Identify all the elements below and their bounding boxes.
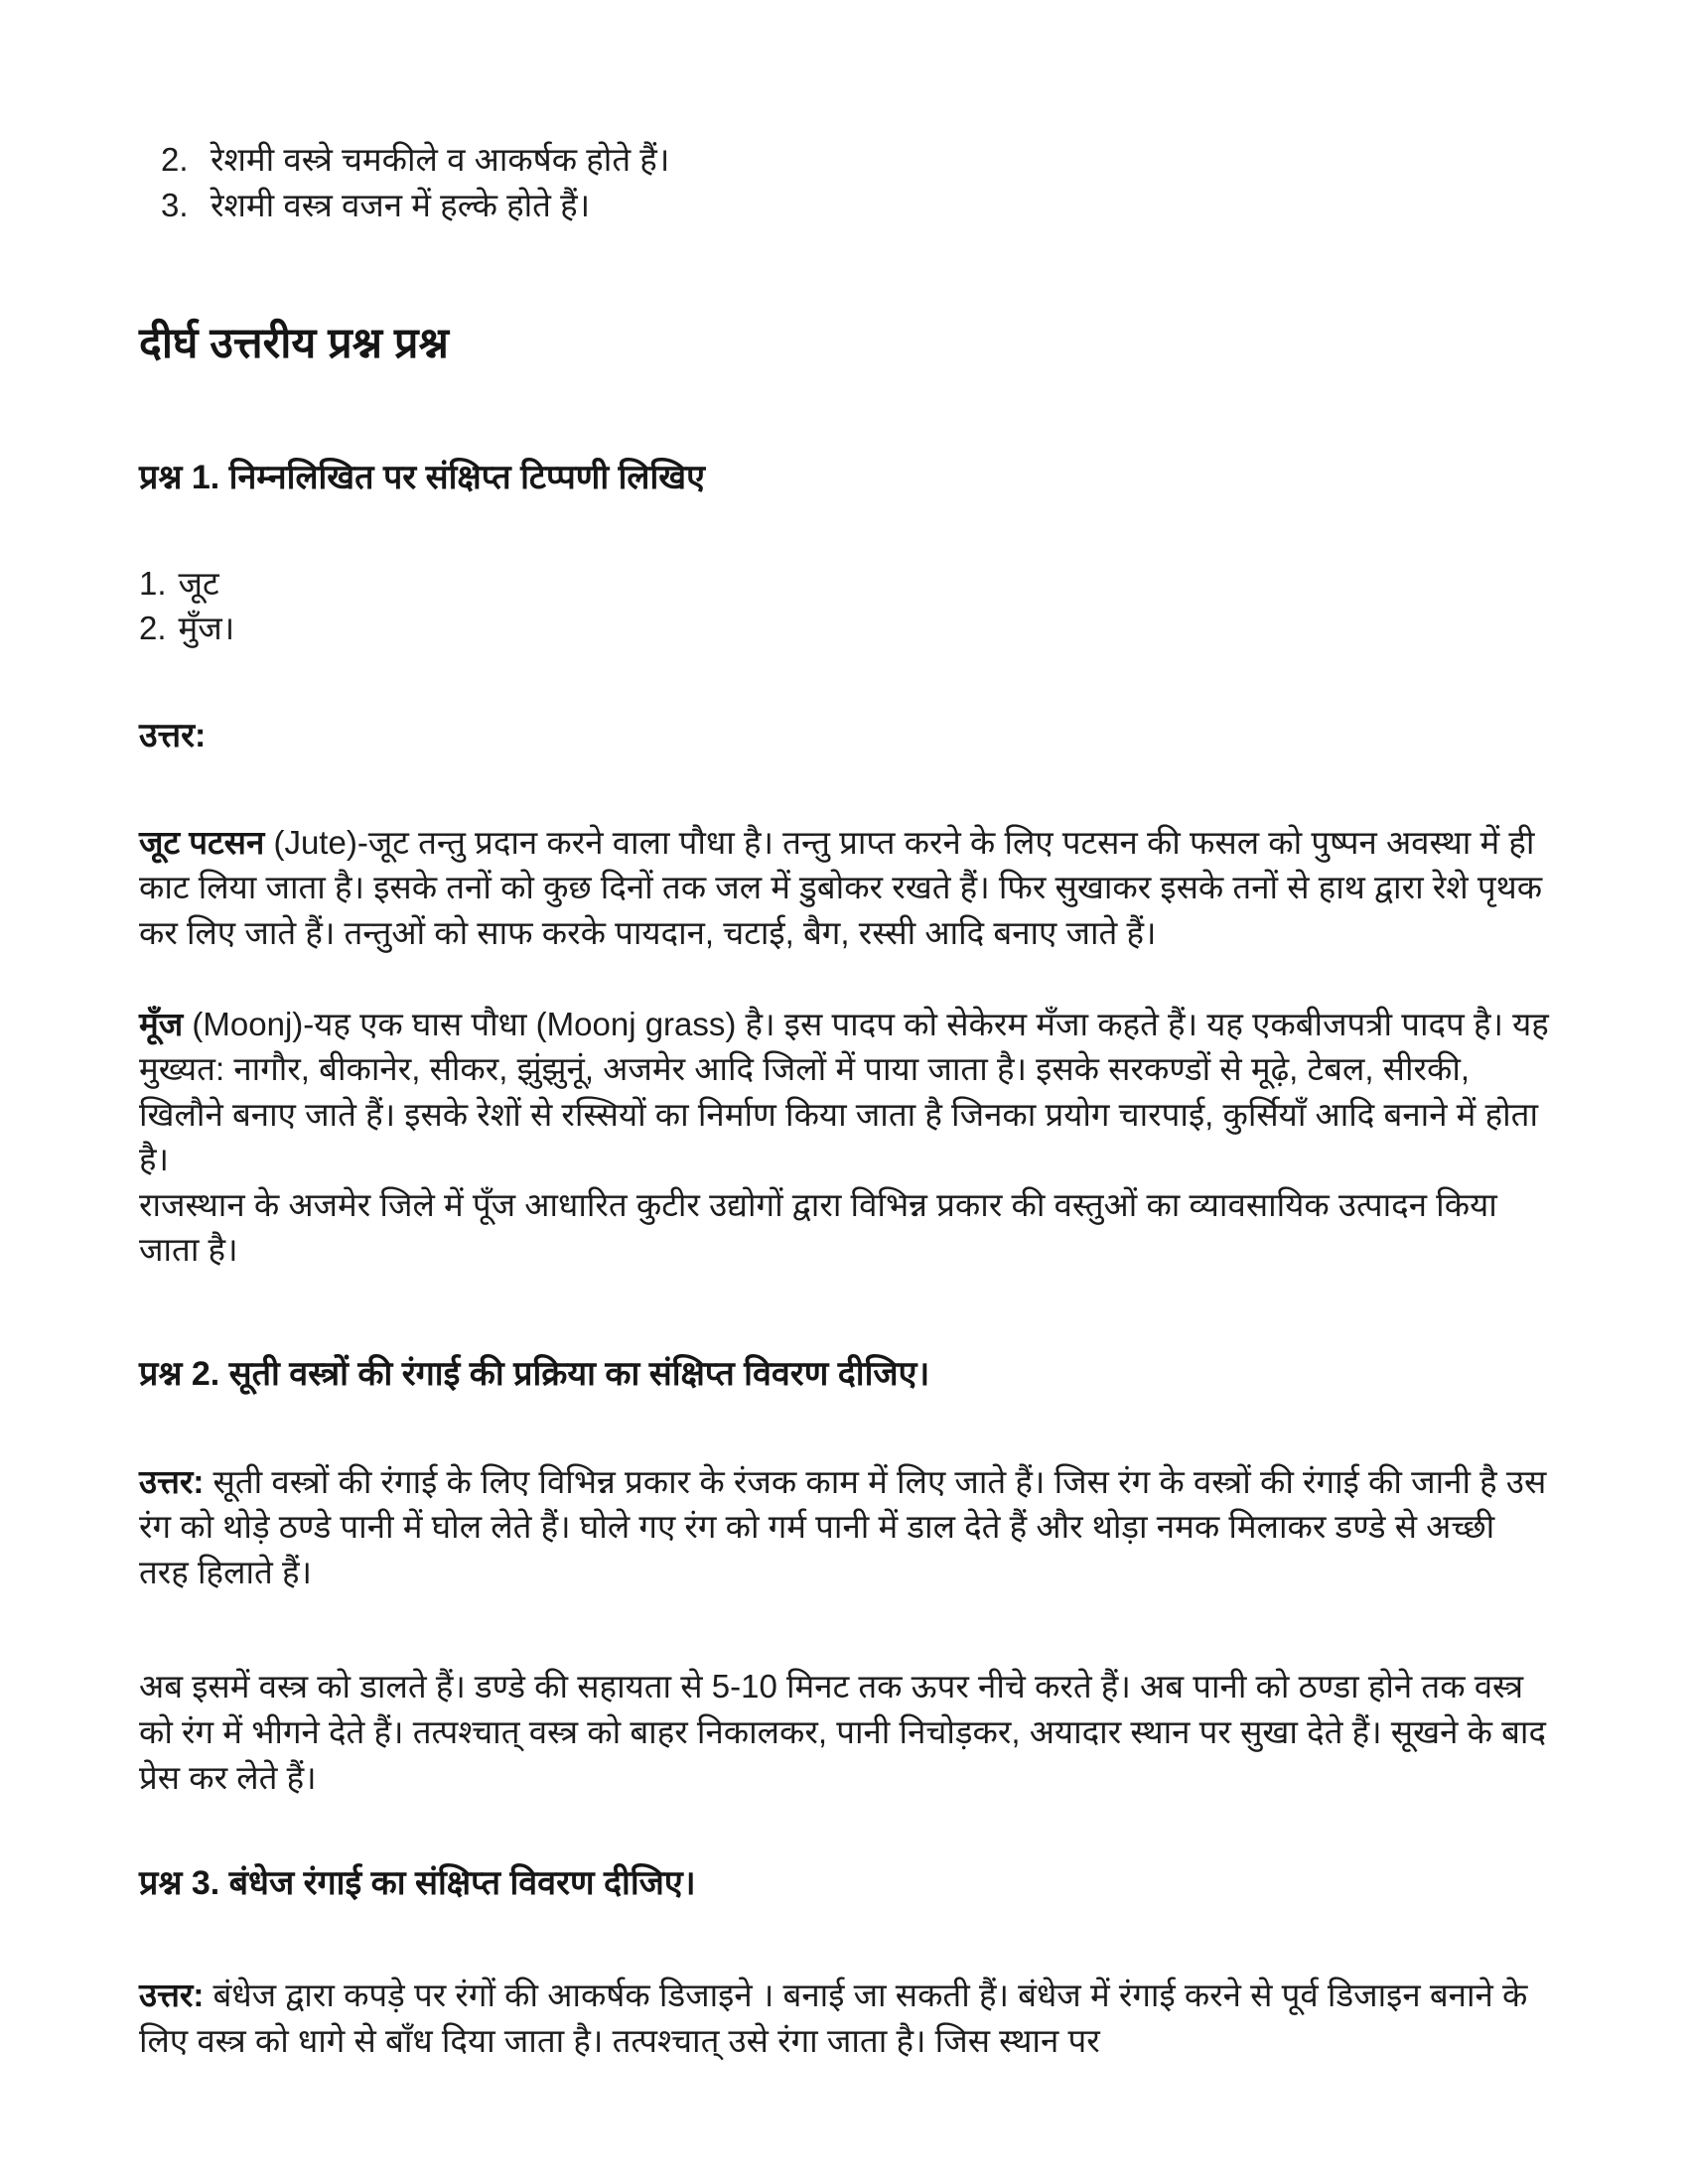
list-item-number: 3.	[161, 186, 189, 223]
answer-label: उत्तर:	[139, 716, 207, 754]
list-item-text: जूट	[178, 564, 219, 602]
list-item-number: 1.	[139, 564, 167, 602]
list-item-text: मुँज।	[178, 610, 235, 647]
list-item-number: 2.	[139, 610, 167, 647]
question-1-heading: प्रश्न 1. निम्नलिखित पर संक्षिप्त टिप्पणी लिखिए	[139, 458, 705, 496]
question-1-topic-list	[139, 561, 1549, 651]
question-3-answer-paragraph	[139, 1973, 1549, 2063]
question-2-heading: प्रश्न 2. सूती वस्त्रों की रंगाई की प्रक्रिया का संक्षिप्त विवरण दीजिए।	[139, 1354, 930, 1393]
answer-text: बंधेज द्वारा कपड़े पर रंगों की आकर्षक डिजाइने । बनाई जा सकती हैं। बंधेज में रंगाई करने से पूर्व डिजाइन बनाने के लिए वस्त्र को धागे से बाँध दिया जाता है। तत्पश्चात् उसे रंगा जाता है। जिस स्थान पर	[139, 1977, 1528, 2059]
question-3-heading: प्रश्न 3. बंधेज रंगाई का संक्षिप्त विवरण दीजिए।	[139, 1864, 696, 1903]
answer-text: सूती वस्त्रों की रंगाई के लिए विभिन्न प्रकार के रंजक काम में लिए जाते हैं। जिस रंग के वस्त्रों की रंगाई की जानी है उस रंग को थोड़े ठण्डे पानी में घोल लेते हैं। घोले गए रंग को गर्म पानी में डाल देते हैं और थोड़ा नमक मिलाकर डण्डे से अच्छी तरह हिलाते हैं।	[139, 1462, 1547, 1590]
jute-term: जूट पटसन	[139, 823, 265, 861]
moonj-text-block	[139, 1002, 1549, 1182]
jute-text: (Jute)-जूट तन्तु प्रदान करने वाला पौधा है। तन्तु प्राप्त करने के लिए पटसन की फसल को पुष्पन अवस्था में ही काट लिया जाता है। इसके तनों को कुछ दिनों तक जल में डुबोकर रखते हैं। फिर सुखाकर इसके तनों से हाथ द्वारा रेशे पृथक कर लिए जाते हैं। तन्तुओं को साफ करके पायदान, चटाई, बैग, रस्सी आदि बनाए जाते हैं।	[139, 823, 1543, 951]
question-2-answer-paragraph-2: अब इसमें वस्त्र को डालते हैं। डण्डे की सहायता से 5-10 मिनट तक ऊपर नीचे करते हैं। अब पानी को ठण्डा होने तक वस्त्र को रंग में भीगने देते हैं। तत्पश्चात् वस्त्र को बाहर निकालकर, पानी निचोड़कर, अयादार स्थान पर सुखा देते हैं। सूखने के बाद प्रेस कर लेते हैं।	[139, 1668, 1546, 1796]
moonj-text-block-2: राजस्थान के अजमेर जिले में पूँज आधारित कुटीर उद्योगों द्वारा विभिन्न प्रकार की वस्तुओं का व्यावसायिक उत्पादन किया जाता है।	[139, 1185, 1497, 1269]
section-heading: दीर्घ उत्तरीय प्रश्न प्रश्न	[139, 320, 449, 368]
answer-label: उत्तर:	[139, 1462, 205, 1500]
list-item	[161, 137, 1549, 183]
question-2-answer-paragraph-1	[139, 1459, 1549, 1595]
list-item	[161, 183, 1549, 228]
silk-properties-list	[139, 137, 1549, 227]
list-item-text: रेशमी वस्त्र वजन में हल्के होते हैं।	[211, 186, 591, 223]
list-item-number: 2.	[161, 141, 189, 178]
answer-label: उत्तर:	[139, 1977, 205, 2014]
moonj-term: मूँज	[139, 1005, 184, 1042]
moonj-text: (Moonj)-यह एक घास पौधा (Moonj grass) है। इस पादप को सेकेरम मँजा कहते हैं। यह एकबीजपत्री पादप है। यह मुख्यत: नागौर, बीकानेर, सीकर, झुंझुनूं, अजमेर आदि जिलों में पाया जाता है। इसके सरकण्डों से मूढ़े, टेबल, सीरकी, खिलौने बनाए जाते हैं। इसके रेशों से रस्सियों का निर्माण किया जाता है जिनका प्रयोग चारपाई, कुर्सियाँ आदि बनाने में होता है।	[139, 1005, 1549, 1178]
list-item-text: रेशमी वस्त्रे चमकीले व आकर्षक होते हैं।	[211, 141, 670, 178]
moonj-paragraph	[139, 1002, 1549, 1273]
jute-paragraph	[139, 820, 1549, 956]
list-item	[139, 606, 1549, 651]
list-item	[139, 561, 1549, 607]
